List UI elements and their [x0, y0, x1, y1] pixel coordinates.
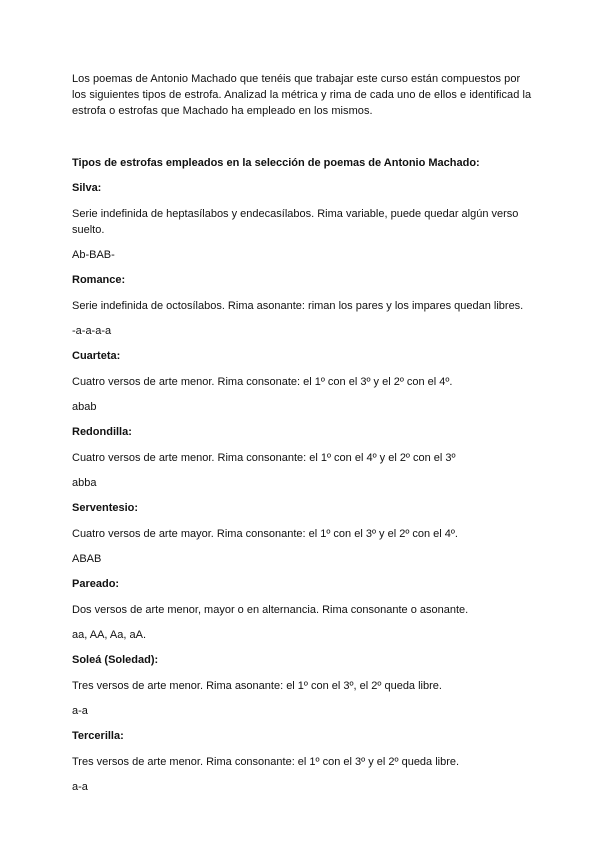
stanza-description: Cuatro versos de arte menor. Rima consonate: el 1º con el 3º y el 2º con el 4º. [72, 376, 453, 388]
stanza-description: Tres versos de arte menor. Rima consonante: el 1º con el 3º y el 2º queda libre. [72, 756, 460, 768]
stanza-cuarteta [72, 348, 532, 415]
stanza-description: Cuatro versos de arte mayor. Rima consonante: el 1º con el 3º y el 2º con el 4º. [72, 528, 458, 540]
stanza-rhyme-scheme: abab [72, 401, 97, 413]
stanza-rhyme-scheme: -a-a-a-a [72, 325, 112, 337]
stanza-name: Tercerilla: [72, 730, 124, 742]
stanza-description: Dos versos de arte menor, mayor o en alternancia. Rima consonante o asonante. [72, 604, 469, 616]
stanza-serventesio [72, 500, 532, 567]
stanza-name: Soleá (Soledad): [72, 654, 159, 666]
stanza-description: Serie indefinida de heptasílabos y endecasílabos. Rima variable, puede quedar algún verso suelto. [72, 208, 519, 236]
stanza-name: Romance: [72, 274, 126, 286]
stanza-solea [72, 652, 532, 719]
stanza-name: Silva: [72, 182, 102, 194]
stanza-rhyme-scheme: aa, AA, Aa, aA. [72, 629, 146, 641]
stanza-rhyme-scheme: a-a [72, 705, 88, 717]
document-page [72, 71, 532, 795]
stanza-name: Cuarteta: [72, 350, 121, 362]
intro-paragraph: Los poemas de Antonio Machado que tenéis que trabajar este curso están compuestos por los siguientes tipos de estrofa. Analizad la métrica y rima de cada uno de ellos e identificad la estrofa o estrofas que Machado ha empleado en los mismos. [72, 73, 532, 117]
stanza-description: Tres versos de arte menor. Rima asonante: el 1º con el 3º, el 2º queda libre. [72, 680, 442, 692]
stanza-name: Serventesio: [72, 502, 139, 514]
stanza-rhyme-scheme: abba [72, 477, 97, 489]
stanza-tercerilla [72, 728, 532, 795]
stanza-pareado [72, 576, 532, 643]
stanza-redondilla [72, 424, 532, 491]
stanza-rhyme-scheme: Ab-BAB- [72, 249, 115, 261]
stanza-silva [72, 180, 532, 263]
stanza-rhyme-scheme: a-a [72, 781, 88, 793]
stanza-description: Cuatro versos de arte menor. Rima consonante: el 1º con el 4º y el 2º con el 3º [72, 452, 456, 464]
section-heading: Tipos de estrofas empleados en la selección de poemas de Antonio Machado: [72, 157, 480, 169]
stanza-name: Redondilla: [72, 426, 132, 438]
stanza-description: Serie indefinida de octosílabos. Rima asonante: riman los pares y los impares quedan libres. [72, 300, 524, 312]
stanza-name: Pareado: [72, 578, 120, 590]
stanza-rhyme-scheme: ABAB [72, 553, 102, 565]
stanza-romance [72, 272, 532, 339]
